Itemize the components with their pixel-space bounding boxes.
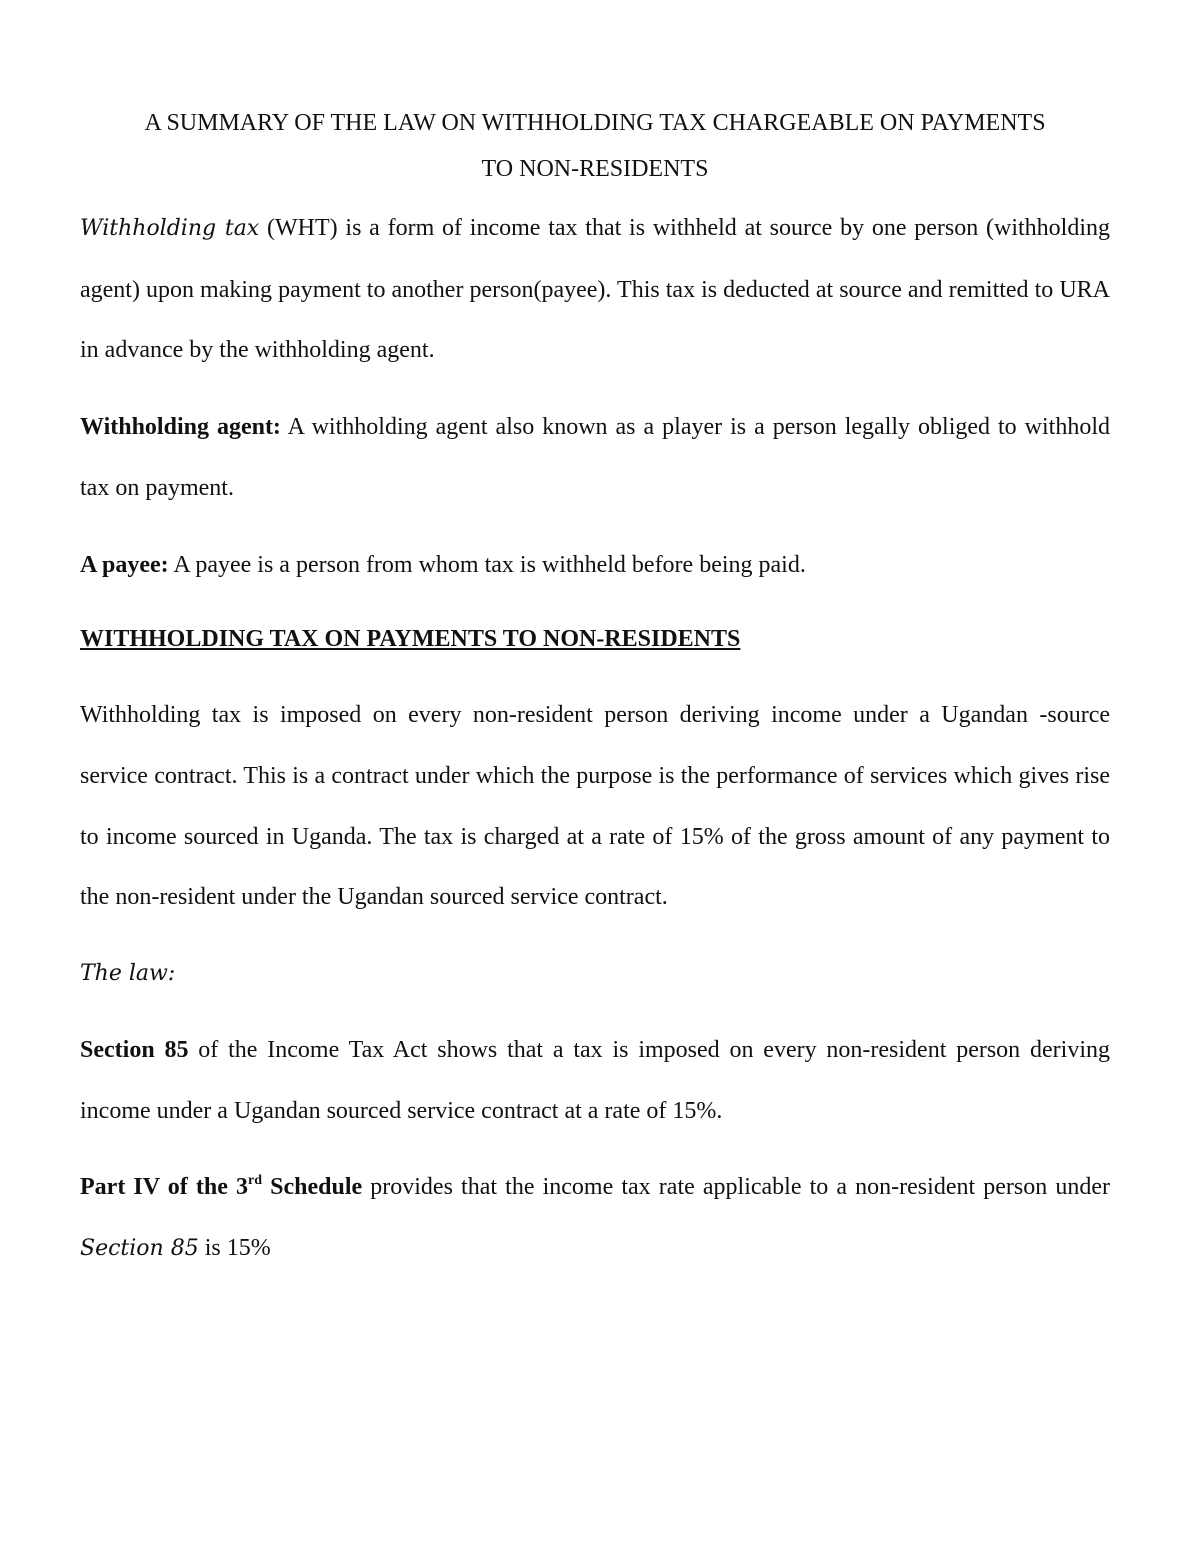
part-iv-label [80, 1174, 362, 1200]
document-title [80, 100, 1110, 192]
title-line-2: TO NON-RESIDENTS [481, 156, 709, 182]
withholding-agent-text: A withholding agent also known as a player is a person legally obliged to withhold tax on payment. [80, 414, 1110, 501]
payee-paragraph [80, 535, 1110, 596]
title-line-1: A SUMMARY OF THE LAW ON WITHHOLDING TAX CHARGEABLE ON PAYMENTS [144, 110, 1046, 136]
part-iv-label-suffix: Schedule [262, 1174, 363, 1201]
definition-paragraph [80, 198, 1110, 381]
wht-paragraph: Withholding tax is imposed on every non-resident person deriving income under a Ugandan -source service contract. This is a contract under which the purpose is the performance of services which gives rise to income sourced in Uganda. The tax is charged at a rate of 15% of the gross amount of any payment to the non-resident under the Ugandan sourced service contract. [80, 702, 1110, 911]
part-iv-tail: is 15% [198, 1235, 271, 1262]
part-iv-label-prefix: Part IV of the 3 [80, 1174, 249, 1201]
part-iv-paragraph [80, 1157, 1110, 1279]
section-heading: WITHHOLDING TAX ON PAYMENTS TO NON-RESIDENTS [80, 626, 741, 653]
section-85-label: Section 85 [80, 1037, 189, 1064]
document-page [80, 100, 1110, 1280]
definition-term: Withholding tax [80, 216, 260, 241]
part-iv-text: provides that the income tax rate applicable to a non-resident person under [362, 1174, 1111, 1201]
withholding-agent-paragraph [80, 397, 1110, 518]
law-label: The law: [80, 961, 176, 987]
section-85-text: of the Income Tax Act shows that a tax is imposed on every non-resident person deriving income under a Ugandan sourced service contract at a rate of 15%. [80, 1037, 1110, 1124]
payee-text: A payee is a person from whom tax is withheld before being paid. [168, 551, 806, 578]
withholding-agent-label: Withholding agent: [80, 414, 281, 441]
part-iv-section-ref: Section 85 [80, 1236, 199, 1262]
definition-text: (WHT) is a form of income tax that is withheld at source by one person (withholding agent) upon making payment to another person(payee). This tax is deducted at source and remitted to URA in advance by the withholding agent. [80, 215, 1111, 364]
payee-label: A payee: [80, 551, 169, 578]
part-iv-label-sup: rd [248, 1173, 263, 1189]
section-85-paragraph [80, 1020, 1110, 1141]
